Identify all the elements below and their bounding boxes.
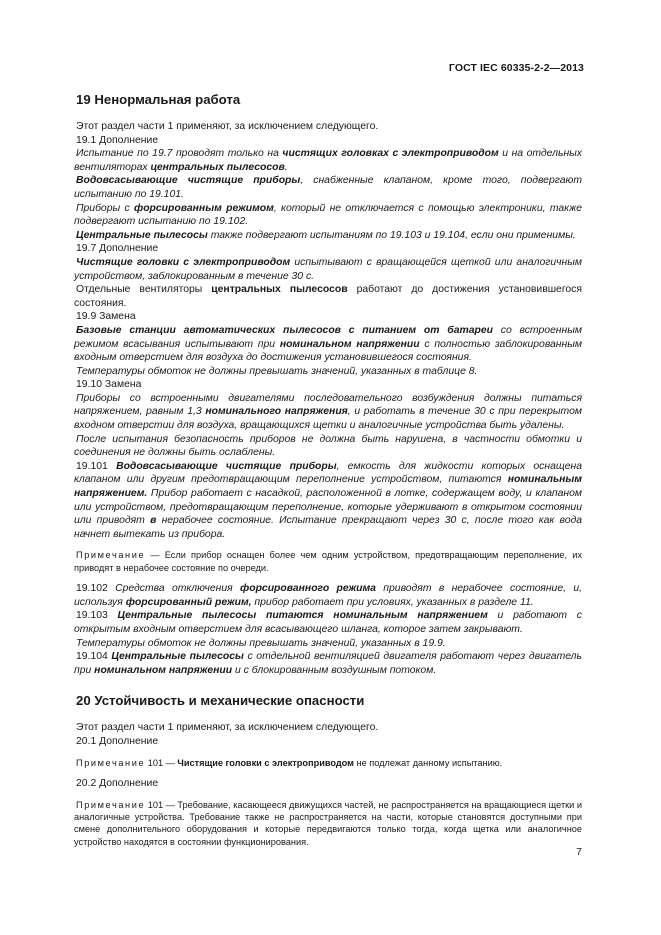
page-number: 7 [576,846,582,858]
clause-19-103: 19.103 Центральные пылесосы питаются номинальным напряжением и работают с открытым входным отверстием для всасывающего шланга, которое затем закрывают. [74,610,582,635]
clause-19-7-heading: 19.7 Дополнение [76,243,159,255]
paragraph: Приборы со встроенными двигателями последовательного возбуждения должны питаться напряжением, равным 1,3 номинального напряжения, и работать в течение 30 с при перекрытом входном отверстии для воздуха, вращающихся щетки и аналогичные устройства быть удалены. [74,392,582,432]
paragraph: После испытания безопасность приборов не должна быть нарушена, в частности обмотки и соединения не должны быть ослаблены. [74,433,582,459]
clause-19-9-heading: 19.9 Замена [76,311,136,323]
section-20-title: 20 Устойчивость и механические опасности [76,693,365,709]
section-19-intro: Этот раздел части 1 применяют, за исключением следующего. [76,121,379,132]
clause-20-2-heading: 20.2 Дополнение [76,777,159,789]
section-19-title: 19 Ненормальная работа [76,92,241,107]
paragraph: Температуры обмоток не должны превышать значений, указанных в таблице 8. [76,365,478,377]
document-id: ГОСТ IEC 60335-2-2—2013 [448,62,584,74]
paragraph: Базовые станции автоматических пылесосов с питанием от батареи со встроенным режимом всасывания испытывают при номинальном напряжении с полностью заблокированным входным отверстием для воздуха до достижения установившегося состояния. [74,324,583,364]
paragraph: Испытание по 19.7 проводят только на чистящих головках с электроприводом и на отдельных вентиляторах центральных пылесосов. [74,148,582,173]
clause-19-101: 19.101 Водовсасывающие чистящие приборы, емкость для жидкости которых оснащена клапаном или другим предотвращающим переполнение устройством, питаются номинальным напряжением. Прибор работает с насадкой, расположенной в лотке, содержащем воду, и клапаном или устройством, предотвращающим переполнение, которые удерживают в открытом состоянии или приводят в нерабочее состояние. Испытание прекращают через 30 с, после того как вода начнет вытекать из прибора. [74,460,582,540]
clause-19-102: 19.102 Средства отключения форсированного режима приводят в нерабочее состояние, и, используя форсированный режим, прибор работает при условиях, указанных в разделе 11. [74,583,582,608]
paragraph: Приборы с форсированным режимом, который не отключается с помощью электроники, также подвергают испытанию по 19.102. [74,202,582,228]
note: Примечание — Если прибор оснащен более чем одним устройством, предотвращающим переполнение, их приводят в нерабочее состояние по очереди. [74,550,582,573]
clause-20-1-heading: 20.1 Дополнение [76,735,159,747]
section-20-intro: Этот раздел части 1 применяют, за исключением следующего. [76,722,379,734]
paragraph: Чистящие головки с электроприводом испытывают с вращающейся щеткой или аналогичным устройством, заблокированным в течение 30 с. [74,256,582,282]
note: Примечание 101 — Чистящие головки с электроприводом не подлежат данному испытанию. [76,757,503,768]
clause-19-1-heading: 19.1 Дополнение [76,134,159,146]
paragraph: Водовсасывающие чистящие приборы, снабженные клапаном, кроме того, подвергают испытанию по 19.101. [74,175,582,200]
paragraph: Центральные пылесосы также подвергают испытаниям по 19.103 и 19.104, если они применимы. [76,229,576,241]
paragraph: Температуры обмоток не должны превышать значений, указанных в 19.9. [76,637,446,649]
page-content [74,92,582,856]
note: Примечание 101 — Требование, касающееся движущихся частей, не распространяется на вращающиеся щетки и аналогичные устройства. Требование также не распространяется на части, которые становятся доступными при смене дополнительного оборудования и которые передвигаются только тогда, когда щетка или аналогичное устройство находятся в состоянии функционирования. [74,799,582,847]
clause-19-104: 19.104 Центральные пылесосы с отдельной вентиляцией двигателя работают через двигатель при номинальном напряжении и с блокированным воздушным потоком. [74,651,582,676]
paragraph: Отдельные вентиляторы центральных пылесосов работают до достижения установившегося состояния. [74,284,583,309]
clause-19-10-heading: 19.10 Замена [76,379,142,391]
